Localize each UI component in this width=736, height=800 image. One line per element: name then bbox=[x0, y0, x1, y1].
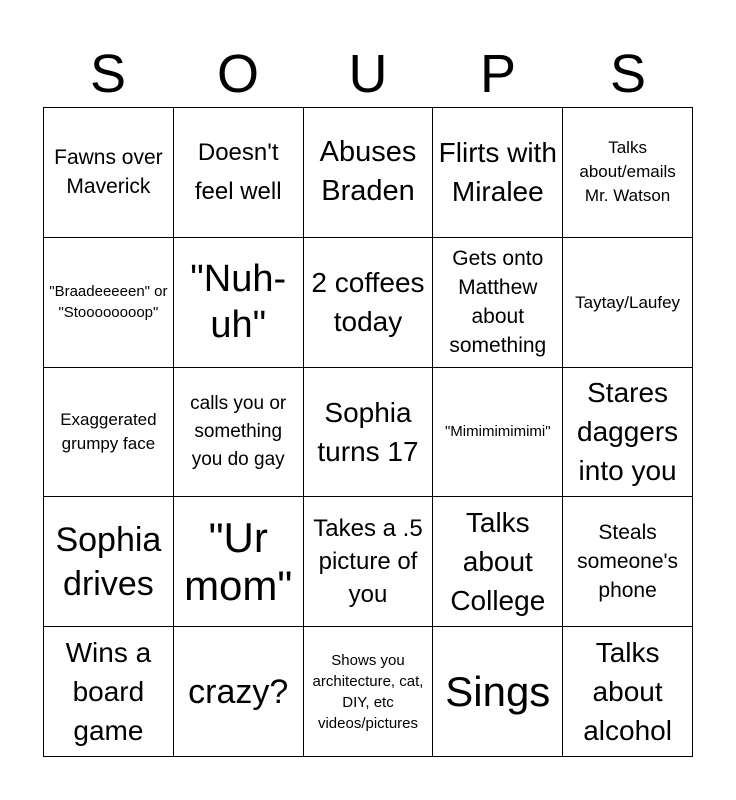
bingo-cell-r5c3[interactable] bbox=[304, 627, 434, 757]
bingo-cell-text: Takes a .5 picture of you bbox=[313, 515, 423, 609]
bingo-cell-text: Talks about alcohol bbox=[583, 637, 672, 747]
bingo-cell-text: Gets onto Matthew about something bbox=[449, 247, 547, 358]
bingo-cell-text: "Nuh-uh" bbox=[190, 258, 287, 347]
bingo-cell-text: Talks about/emails Mr. Watson bbox=[579, 138, 676, 206]
bingo-cell-r5c4[interactable] bbox=[433, 627, 563, 757]
bingo-cell-r2c5[interactable] bbox=[563, 238, 693, 368]
bingo-cell-text: 2 coffees today bbox=[311, 267, 425, 338]
bingo-cell-r3c1[interactable] bbox=[44, 368, 174, 498]
bingo-cell-text: Stares daggers into you bbox=[577, 377, 679, 487]
bingo-cell-text: Abuses Braden bbox=[319, 136, 417, 208]
bingo-cell-r2c3[interactable] bbox=[304, 238, 434, 368]
bingo-cell-r4c4[interactable] bbox=[433, 497, 563, 627]
bingo-cell-text: Exaggerated grumpy face bbox=[60, 409, 157, 453]
header-letter-s1: S bbox=[89, 44, 127, 104]
bingo-board bbox=[43, 107, 693, 757]
bingo-cell-r2c1[interactable] bbox=[44, 238, 174, 368]
bingo-cell-text: Flirts with Miralee bbox=[438, 137, 557, 208]
header-letter-o: O bbox=[216, 44, 259, 104]
bingo-cell-r1c4[interactable] bbox=[433, 108, 563, 238]
bingo-cell-text: Steals someone's phone bbox=[577, 521, 679, 603]
bingo-cell-text: Talks about College bbox=[450, 507, 546, 617]
bingo-cell-r5c5[interactable] bbox=[563, 627, 693, 757]
bingo-cell-r2c4[interactable] bbox=[433, 238, 563, 368]
header-letter-u: U bbox=[348, 44, 388, 104]
bingo-cell-r5c2[interactable] bbox=[174, 627, 304, 757]
bingo-cell-text: Sophia turns 17 bbox=[317, 396, 419, 467]
bingo-cell-text: calls you or something you do gay bbox=[190, 392, 287, 470]
bingo-cell-r4c1[interactable] bbox=[44, 497, 174, 627]
bingo-cell-r2c2[interactable] bbox=[174, 238, 304, 368]
bingo-cell-r3c3[interactable] bbox=[304, 368, 434, 498]
bingo-cell-text: Taytay/Laufey bbox=[575, 292, 681, 312]
bingo-cell-text: Sophia drives bbox=[55, 520, 162, 603]
bingo-cell-r1c2[interactable] bbox=[174, 108, 304, 238]
bingo-cell-text: Shows you architecture, cat, DIY, etc videos/pictures bbox=[312, 651, 424, 732]
bingo-cell-text: Sings bbox=[445, 667, 551, 715]
bingo-cell-r3c5[interactable] bbox=[563, 368, 693, 498]
bingo-cell-r1c5[interactable] bbox=[563, 108, 693, 238]
bingo-cell-text: Fawns over Maverick bbox=[54, 146, 163, 199]
bingo-cell-r1c1[interactable] bbox=[44, 108, 174, 238]
bingo-cell-r3c2[interactable] bbox=[174, 368, 304, 498]
bingo-cell-r3c4[interactable] bbox=[433, 368, 563, 498]
bingo-cell-r4c5[interactable] bbox=[563, 497, 693, 627]
bingo-header bbox=[43, 40, 693, 108]
bingo-cell-text: crazy? bbox=[188, 672, 289, 711]
header-letter-p: P bbox=[479, 44, 517, 104]
bingo-cell-r4c2[interactable] bbox=[174, 497, 304, 627]
bingo-cell-text: Wins a board game bbox=[65, 637, 152, 747]
bingo-cell-text: "Braadeeeeen" or "Stoooooooop" bbox=[49, 283, 168, 322]
bingo-cell-text: "Mimimimimimi" bbox=[444, 423, 551, 441]
bingo-cell-text: Doesn't feel well bbox=[194, 139, 282, 206]
bingo-cell-r5c1[interactable] bbox=[44, 627, 174, 757]
header-letter-s2: S bbox=[609, 44, 647, 104]
bingo-cell-r4c3[interactable] bbox=[304, 497, 434, 627]
bingo-cell-r1c3[interactable] bbox=[304, 108, 434, 238]
bingo-cell-text: "Ur mom" bbox=[184, 513, 293, 609]
